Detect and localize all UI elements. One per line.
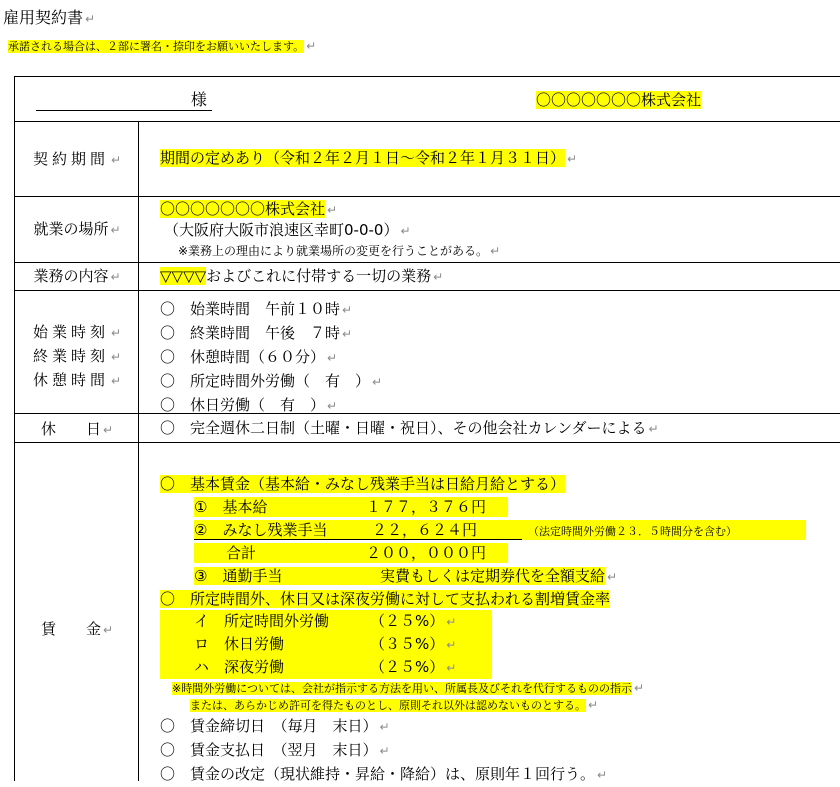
wages-schedule xyxy=(160,715,607,787)
wages-cutoff: 〇 賃金締切日 （毎月 末日） ↵ xyxy=(160,717,390,735)
workplace-address: （大阪府大阪市浪速区幸町0-0-0） ↵ xyxy=(164,221,411,239)
premium-row: イ 所定時間外労働 （２５%） ↵ xyxy=(160,610,492,633)
hours-item: 〇 休日労働（ 有 ） ↵ xyxy=(160,396,338,414)
premium-row: ロ 休日労働 （３５%） ↵ xyxy=(160,633,492,656)
wages-total: 合計 ２００，０００円 xyxy=(194,543,508,563)
document-title: 雇用契約書 ↵ xyxy=(3,8,96,27)
duties-label: 業務の内容 ↵ xyxy=(33,267,121,285)
company-name: 〇〇〇〇〇〇〇株式会社 xyxy=(536,91,702,109)
hours-item: 〇 所定時間外労働（ 有 ） ↵ xyxy=(160,372,383,390)
wages-label: 賃 金 ↵ xyxy=(40,620,114,638)
holidays-value: 〇 完全週休二日制（土曜・日曜・祝日）、その他会社カレンダーによる ↵ xyxy=(160,419,659,437)
wages-basic-pay: ① 基本給 １７７，３７６円 xyxy=(194,497,508,517)
employee-name-line: 様 xyxy=(36,90,212,111)
wages-commute: ③ 通勤手当 実費もしくは定期券代を全額支給 ↵ xyxy=(194,567,618,585)
wages-note-1: ※時間外労働については、会社が指示する方法を用い、所属長及びそれを代行するものの指示 ↵ xyxy=(172,681,645,695)
notice-text: 承諾される場合は、２部に署名・捺印をお願いいたします。 ↵ xyxy=(8,39,317,53)
period-value: 期間の定めあり（令和２年２月１日〜令和２年１月３１日） ↵ xyxy=(160,149,578,167)
hours-item: 〇 休憩時間（６０分） ↵ xyxy=(160,348,338,366)
wages-premium-rates xyxy=(160,610,492,679)
workplace-note: ※業務上の理由により就業場所の変更を行うことがある。 ↵ xyxy=(178,244,501,258)
wages-overtime-allowance: ② みなし残業手当 ２２，６２４円 （法定時間外労働２３．５時間分を含む） xyxy=(194,520,806,540)
hours-item: 〇 始業時間 午前１０時 ↵ xyxy=(160,300,353,318)
wages-premium-title: 〇 所定時間外、休日又は深夜労働に対して支払われる割増賃金率 xyxy=(160,590,611,608)
hours-label: 始業時刻 ↵ 終業時刻 ↵ 休憩時間 ↵ xyxy=(32,323,122,389)
wages-revision: 〇 賃金の改定（現状維持・昇給・降給）は、原則年１回行う。 ↵ xyxy=(160,765,608,783)
wages-payday: 〇 賃金支払日 （翌月 末日） ↵ xyxy=(160,741,390,759)
duties-value: ▽▽▽▽およびこれに付帯する一切の業務 ↵ xyxy=(160,267,444,285)
wages-basic-title: 〇 基本賃金（基本給・みなし残業手当は日給月給とする） xyxy=(160,475,566,493)
hours-list xyxy=(160,298,382,418)
hours-item: 〇 終業時間 午後 ７時 ↵ xyxy=(160,324,353,342)
workplace-label: 就業の場所 ↵ xyxy=(33,220,121,238)
period-label: 契約期間 ↵ xyxy=(32,150,122,168)
workplace-company: 〇〇〇〇〇〇〇株式会社 ↵ xyxy=(160,200,338,218)
holidays-label: 休 日 ↵ xyxy=(40,420,114,438)
wages-note-2: または、あらかじめ許可を得たものとし、原則それ以外は認めないものとする。 ↵ xyxy=(190,698,599,712)
premium-row: ハ 深夜労働 （２５%） ↵ xyxy=(160,656,492,679)
